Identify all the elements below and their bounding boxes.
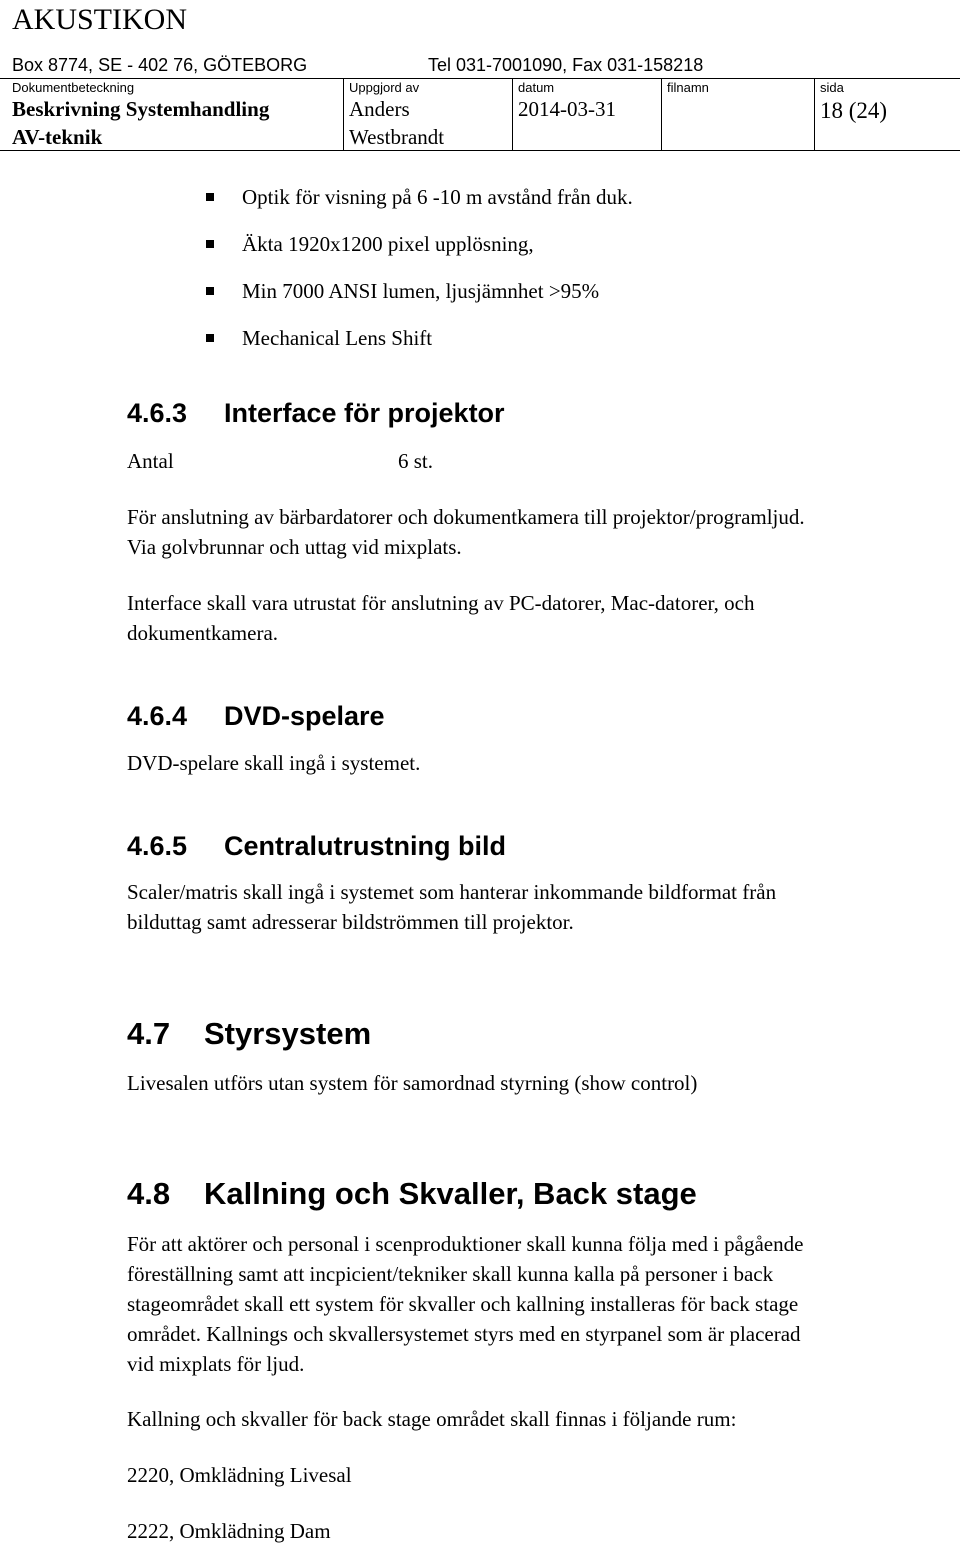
room-item: 2220, Omklädning Livesal [127, 1463, 352, 1487]
label-page: sida [820, 80, 844, 95]
document-subtitle: AV-teknik [12, 125, 103, 149]
paragraph-line: För att aktörer och personal i scenproduktioner skall kunna följa med i pågående [127, 1232, 804, 1256]
room-item: 2222, Omklädning Dam [127, 1519, 331, 1543]
paragraph-line: För anslutning av bärbardatorer och dokumentkamera till projektor/programljud. [127, 505, 805, 529]
document-date: 2014-03-31 [518, 97, 616, 121]
quantity-label: Antal [127, 449, 174, 473]
section-number: 4.6.3 [127, 398, 188, 428]
section-number: 4.7 [127, 1016, 171, 1051]
header-divider-top [0, 78, 960, 79]
paragraph-line: Via golvbrunnar och uttag vid mixplats. [127, 535, 462, 559]
bullet-item: Äkta 1920x1200 pixel upplösning, [242, 232, 534, 256]
document-title: Beskrivning Systemhandling [12, 97, 270, 121]
paragraph-line: Scaler/matris skall ingå i systemet som hanterar inkommande bildformat från [127, 880, 777, 904]
bullet-icon [206, 240, 214, 248]
label-made-by: Uppgjord av [349, 80, 420, 95]
bullet-icon [206, 287, 214, 295]
section-number: 4.8 [127, 1176, 171, 1211]
section-number: 4.6.4 [127, 701, 188, 731]
company-name: AKUSTIKON [12, 3, 187, 36]
page-number: 18 (24) [820, 98, 888, 123]
header-col-divider [343, 78, 344, 150]
header-col-divider [512, 78, 513, 150]
paragraph-line: DVD-spelare skall ingå i systemet. [127, 751, 421, 775]
label-date: datum [518, 80, 555, 95]
author-first-name: Anders [349, 97, 410, 121]
company-phone-fax: Tel 031-7001090, Fax 031-158218 [428, 55, 704, 75]
paragraph-line: området. Kallnings och skvallersystemet styrs med en styrpanel som är placerad [127, 1322, 801, 1346]
paragraph-line: vid mixplats för ljud. [127, 1352, 305, 1376]
paragraph-line: föreställning samt att incpicient/tekniker skall kunna kalla på personer i back [127, 1262, 774, 1286]
author-last-name: Westbrandt [349, 125, 445, 149]
paragraph-line: stageområdet skall ett system för skvaller och kallning installeras för back stage [127, 1292, 799, 1316]
section-heading: Centralutrustning bild [224, 831, 506, 861]
quantity-value: 6 st. [398, 449, 434, 473]
section-heading: Styrsystem [204, 1016, 372, 1051]
company-address: Box 8774, SE - 402 76, GÖTEBORG [12, 55, 308, 75]
label-document-id: Dokumentbeteckning [12, 80, 135, 95]
paragraph-line: Livesalen utförs utan system för samordnad styrning (show control) [127, 1071, 698, 1095]
paragraph-line: dokumentkamera. [127, 621, 279, 645]
header-divider-bottom [0, 150, 960, 151]
section-number: 4.6.5 [127, 831, 188, 861]
bullet-item: Mechanical Lens Shift [242, 326, 433, 350]
section-heading: DVD-spelare [224, 701, 385, 731]
bullet-item: Optik för visning på 6 -10 m avstånd från duk. [242, 185, 633, 209]
section-heading: Kallning och Skvaller, Back stage [204, 1176, 697, 1211]
paragraph-line: bilduttag samt adresserar bildströmmen till projektor. [127, 910, 574, 934]
header-col-divider [661, 78, 662, 150]
header-col-divider [814, 78, 815, 150]
bullet-item: Min 7000 ANSI lumen, ljusjämnhet >95% [242, 279, 600, 303]
bullet-icon [206, 334, 214, 342]
section-heading: Interface för projektor [224, 398, 505, 428]
paragraph-line: Kallning och skvaller för back stage området skall finnas i följande rum: [127, 1407, 737, 1431]
paragraph-line: Interface skall vara utrustat för anslutning av PC-datorer, Mac-datorer, och [127, 591, 755, 615]
bullet-icon [206, 193, 214, 201]
label-filename: filnamn [667, 80, 709, 95]
